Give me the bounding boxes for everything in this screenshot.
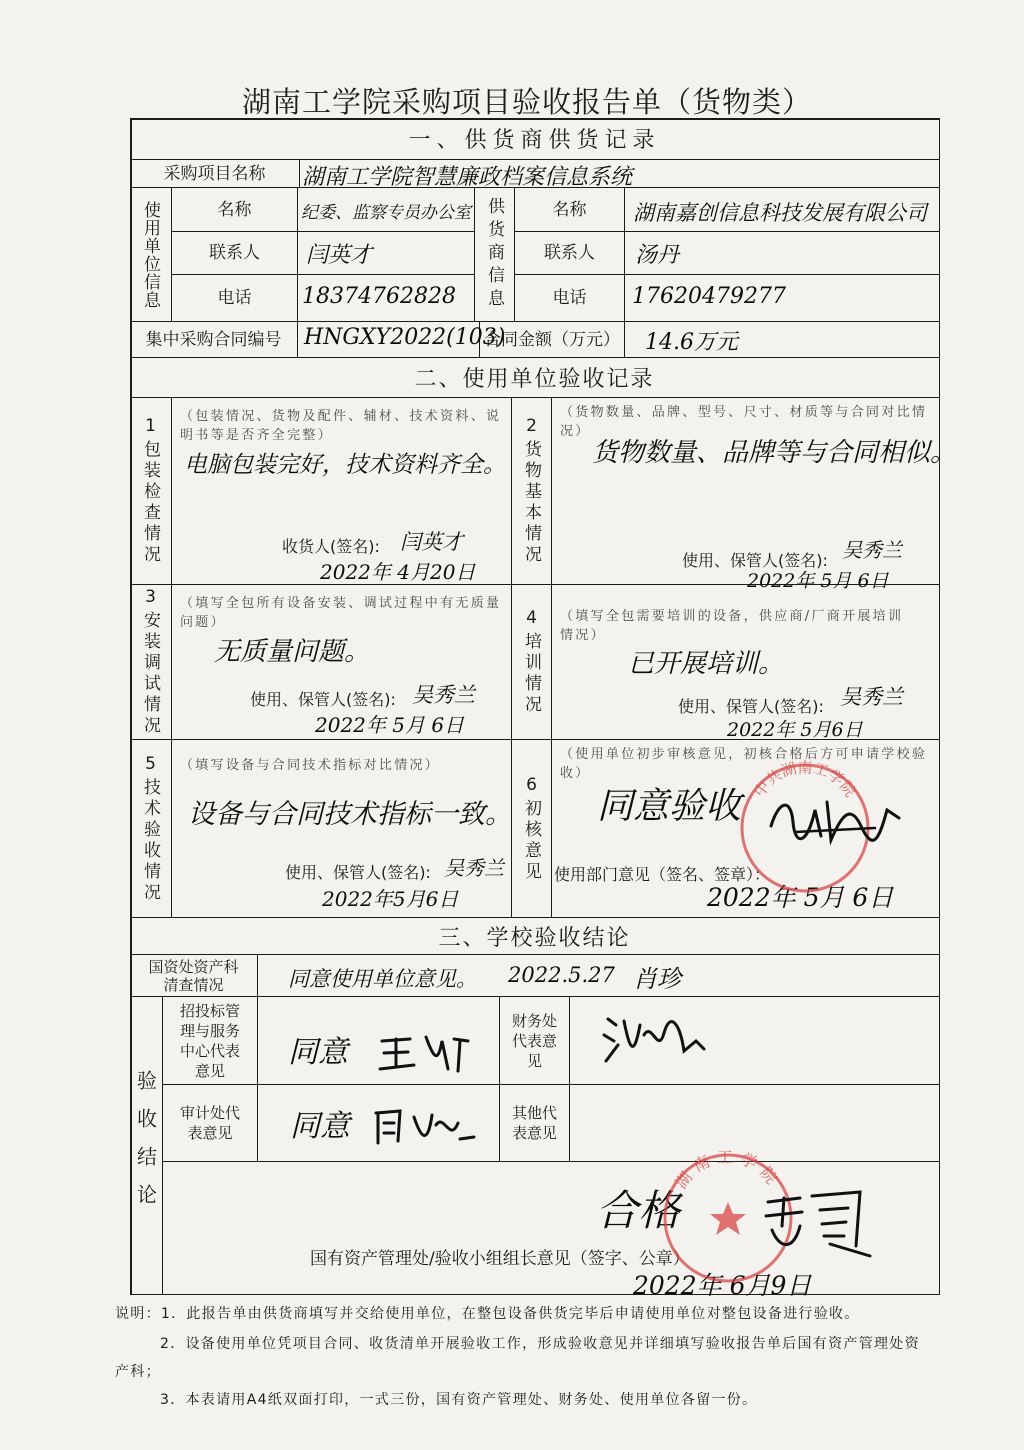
item2-hint: （货物数量、品牌、型号、尺寸、材质等与合同对比情况） <box>560 405 928 439</box>
item4-label-text: 培训情况 <box>521 632 541 716</box>
item5-date: 2022年5月6日 <box>322 887 459 911</box>
item4-content: 已开展培训。 <box>628 649 785 679</box>
audit-cell <box>258 1085 500 1162</box>
final-opinion: 合格 <box>596 1186 681 1235</box>
asset-check-date: 2022.5.27 <box>508 963 615 987</box>
seal-text: 湖南工学院 <box>671 1147 785 1193</box>
contract-amount-value: 14.6万元 <box>645 330 738 355</box>
audit-label-text: 审计处代表意见 <box>179 1104 240 1142</box>
item5-cell <box>172 740 512 918</box>
user-unit-group-label <box>130 188 172 322</box>
user-contact-label: 联系人 <box>172 232 298 275</box>
item4-number: 4 <box>526 608 537 628</box>
user-contact-cell <box>298 232 475 275</box>
item1-label-text: 包装检查情况 <box>140 440 160 566</box>
item1-date: 2022年 4月20日 <box>320 560 476 584</box>
user-phone-value: 18374762828 <box>302 284 456 309</box>
item1-hint: （包装情况、货物及配件、辅材、技术资料、说明书等是否齐全完整） <box>180 409 502 443</box>
supplier-contact-label: 联系人 <box>515 232 625 275</box>
initial-review-signature <box>765 788 905 854</box>
user-phone-label: 电话 <box>172 275 298 322</box>
item2-label-text: 货物基本情况 <box>521 440 541 566</box>
item1-signer: 闫英才 <box>400 530 463 554</box>
user-contact-value: 闫英才 <box>306 243 373 268</box>
note-3: 3．本表请用A4纸双面打印，一式三份，国有资产管理处、财务处、使用单位各留一份。 <box>160 1392 758 1408</box>
item2-signer: 吴秀兰 <box>842 538 902 562</box>
item5-signer: 吴秀兰 <box>444 856 504 880</box>
item3-date: 2022年 5月 6日 <box>315 713 465 737</box>
section1-heading: 一、供货商供货记录 <box>130 118 940 160</box>
item2-content: 货物数量、品牌等与合同相似。 <box>592 438 957 468</box>
bidding-opinion: 同意 <box>288 1035 348 1070</box>
user-unit-group-text: 使用单位信息 <box>140 200 160 309</box>
note-2: 2．设备使用单位凭项目合同、收货清单开展验收工作，形成验收意见并详细填写验收报告单后国有资产管理处资产科； <box>115 1336 920 1380</box>
seal-star-icon <box>710 1202 746 1235</box>
item4-cell <box>552 585 940 740</box>
note-1-text: 1．此报告单由供货商填写并交给使用单位，在整包设备供货完毕后申请使用单位对整包设备进行验收。 <box>160 1306 860 1322</box>
contract-no-value: HNGXY2022(103) <box>304 325 506 350</box>
supplier-contact-cell <box>625 232 940 275</box>
asset-check-opinion: 同意使用单位意见。 <box>288 967 477 991</box>
final-opinion-label: 国有资产管理处/验收小组组长意见（签字、公章） <box>310 1249 690 1269</box>
item2-number: 2 <box>526 416 537 436</box>
item6-content: 同意验收 <box>597 786 742 827</box>
supplier-name-label: 名称 <box>515 188 625 232</box>
item3-label-text: 安装调试情况 <box>140 611 160 737</box>
item5-content: 设备与合同技术指标一致。 <box>188 799 512 830</box>
item1-label <box>130 398 172 585</box>
asset-check-label-text: 国资处资产科清查情况 <box>148 957 239 994</box>
project-name-value: 湖南工学院智慧廉政档案信息系统 <box>302 165 633 190</box>
section2-heading: 二、使用单位验收记录 <box>130 358 940 398</box>
project-name-cell <box>300 160 940 188</box>
bidding-label-text: 招投标管理与服务中心代表意见 <box>179 1001 240 1080</box>
item1-number: 1 <box>145 416 156 436</box>
conclusion-label <box>130 997 163 1295</box>
finance-cell <box>570 997 940 1085</box>
item6-hint: （使用单位初步审核意见，初核合格后方可申请学校验收） <box>560 747 928 781</box>
supplier-contact-value: 汤丹 <box>635 243 680 268</box>
notes-label: 说明： <box>115 1306 161 1322</box>
user-name-cell <box>298 188 475 232</box>
item3-label <box>130 585 172 740</box>
bidding-cell <box>258 997 500 1085</box>
contract-no-cell <box>298 322 506 358</box>
item3-hint: （填写全包所有设备安装、调试过程中有无质量问题） <box>180 596 502 630</box>
note-1 <box>115 1300 935 1328</box>
finance-label <box>500 997 570 1085</box>
item4-hint: （填写全包需要培训的设备，供应商/厂商开展培训情况） <box>560 609 904 643</box>
final-date: 2022年 6月9日 <box>633 1271 812 1300</box>
bidding-signature <box>376 1029 476 1075</box>
other-label <box>500 1085 570 1162</box>
item4-label <box>512 585 552 740</box>
contract-amount-label: 合同金额（万元） <box>480 322 625 358</box>
asset-check-signer: 肖珍 <box>633 965 681 993</box>
item3-cell <box>172 585 512 740</box>
item5-signer-label: 使用、保管人(签名): <box>285 863 431 882</box>
seal-text: 中共湖南工学院 <box>750 758 860 801</box>
item5-label-text: 技术验收情况 <box>140 777 160 904</box>
item1-cell <box>172 398 512 585</box>
item3-number: 3 <box>145 587 156 607</box>
document-title: 湖南工学院采购项目验收报告单（货物类） <box>241 85 812 119</box>
section3-heading: 三、学校验收结论 <box>130 918 940 955</box>
contract-amount-cell <box>625 322 940 358</box>
asset-check-label <box>130 955 258 997</box>
audit-opinion: 同意 <box>290 1109 350 1144</box>
supplier-phone-value: 17620479277 <box>632 284 786 309</box>
item1-content: 电脑包装完好，技术资料齐全。 <box>184 452 506 478</box>
item2-signer-label: 使用、保管人(签名): <box>682 551 828 570</box>
item4-date: 2022年 5月6日 <box>727 719 863 741</box>
audit-signature <box>370 1103 480 1149</box>
item3-signer: 吴秀兰 <box>412 683 475 707</box>
user-name-value: 纪委、监察专员办公室 <box>301 203 471 223</box>
item1-signer-label: 收货人(签名): <box>282 537 380 556</box>
item6-date: 2022年 5月 6日 <box>707 883 894 912</box>
supplier-name-value: 湖南嘉创信息科技发展有限公司 <box>633 201 927 225</box>
user-phone-cell <box>298 275 475 322</box>
bidding-label <box>163 997 258 1085</box>
item4-signer: 吴秀兰 <box>840 685 903 709</box>
supplier-phone-label: 电话 <box>515 275 625 322</box>
item6-number: 6 <box>526 774 537 795</box>
supplier-group-text: 供货商信息 <box>484 197 504 312</box>
item6-label <box>512 740 552 918</box>
item3-signer-label: 使用、保管人(签名): <box>250 690 396 709</box>
asset-check-cell <box>258 955 940 997</box>
item3-content: 无质量问题。 <box>214 637 371 667</box>
contract-no-label: 集中采购合同编号 <box>130 322 298 358</box>
finance-signature <box>600 1011 710 1065</box>
item6-label-text: 初核意见 <box>521 798 541 883</box>
item5-hint: （填写设备与合同技术指标对比情况） <box>180 758 441 773</box>
item2-label <box>512 398 552 585</box>
item4-signer-label: 使用、保管人(签名): <box>678 697 824 716</box>
item6-signer-label: 使用部门意见（签名、签章）： <box>554 865 771 884</box>
item5-number: 5 <box>145 753 156 774</box>
audit-label <box>163 1085 258 1162</box>
other-label-text: 其他代表意见 <box>511 1104 557 1142</box>
project-name-label: 采购项目名称 <box>130 160 300 188</box>
conclusion-label-text: 验收结论 <box>133 1069 158 1222</box>
supplier-name-cell <box>625 188 940 232</box>
item5-label <box>130 740 172 918</box>
supplier-phone-cell <box>625 275 940 322</box>
final-signature <box>760 1186 880 1262</box>
finance-label-text: 财务处代表意见 <box>511 1011 557 1070</box>
supplier-group-label <box>475 188 515 322</box>
item2-cell <box>552 398 957 592</box>
item2-date: 2022年 5月 6日 <box>747 570 889 592</box>
user-name-label: 名称 <box>172 188 298 232</box>
